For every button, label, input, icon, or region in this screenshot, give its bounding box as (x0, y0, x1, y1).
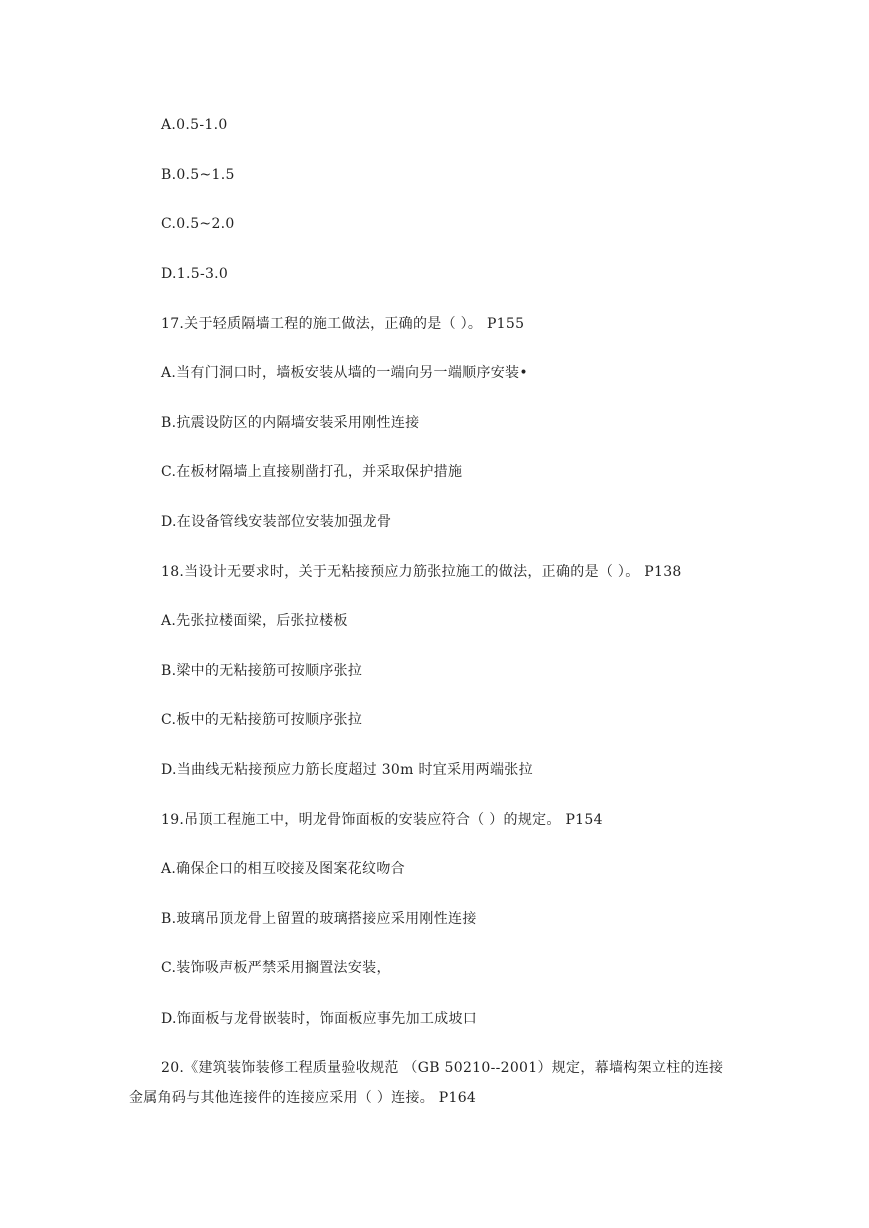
q19-option-a: A.确保企口的相互咬接及图案花纹吻合 (161, 861, 405, 877)
q16-option-b: B.0.5~1.5 (161, 167, 235, 183)
q17-option-b: B.抗震设防区的内隔墙安装采用刚性连接 (161, 415, 420, 431)
q17-option-a: A.当有门洞口时，墙板安装从墙的一端向另一端顺序安装• (161, 365, 528, 381)
q19-option-b: B.玻璃吊顶龙骨上留置的玻璃搭接应采用刚性连接 (161, 911, 477, 927)
q18-option-a: A.先张拉楼面梁，后张拉楼板 (161, 613, 348, 629)
q16-option-c: C.0.5~2.0 (161, 216, 235, 232)
q19-question: 19.吊顶工程施工中，明龙骨饰面板的安装应符合（ ）的规定。 P154 (161, 812, 603, 828)
q17-question: 17.关于轻质隔墙工程的施工做法，正确的是（ ）。 P155 (161, 316, 525, 332)
q18-option-b: B.梁中的无粘接筋可按顺序张拉 (161, 663, 363, 679)
q20-question-line2: 金属角码与其他连接件的连接应采用（ ）连接。 P164 (129, 1090, 477, 1106)
q16-option-d: D.1.5-3.0 (161, 266, 229, 282)
q18-question: 18.当设计无要求时，关于无粘接预应力筋张拉施工的做法，正确的是（ ）。 P138 (161, 564, 682, 580)
q17-option-c: C.在板材隔墙上直接剔凿打孔，并采取保护措施 (161, 464, 463, 480)
q19-option-c: C.装饰吸声板严禁采用搁置法安装， (161, 960, 391, 976)
q18-option-c: C.板中的无粘接筋可按顺序张拉 (161, 712, 363, 728)
q16-option-a: A.0.5-1.0 (161, 117, 228, 133)
q17-option-d: D.在设备管线安装部位安装加强龙骨 (161, 514, 392, 530)
q20-question-line1: 20.《建筑装饰装修工程质量验收规范 （GB 50210--2001）规定，幕墙构架立柱的连接 (161, 1060, 724, 1076)
q18-option-d: D.当曲线无粘接预应力筋长度超过 30m 时宜采用两端张拉 (161, 762, 533, 778)
q19-option-d: D.饰面板与龙骨嵌装时，饰面板应事先加工成坡口 (161, 1011, 478, 1027)
